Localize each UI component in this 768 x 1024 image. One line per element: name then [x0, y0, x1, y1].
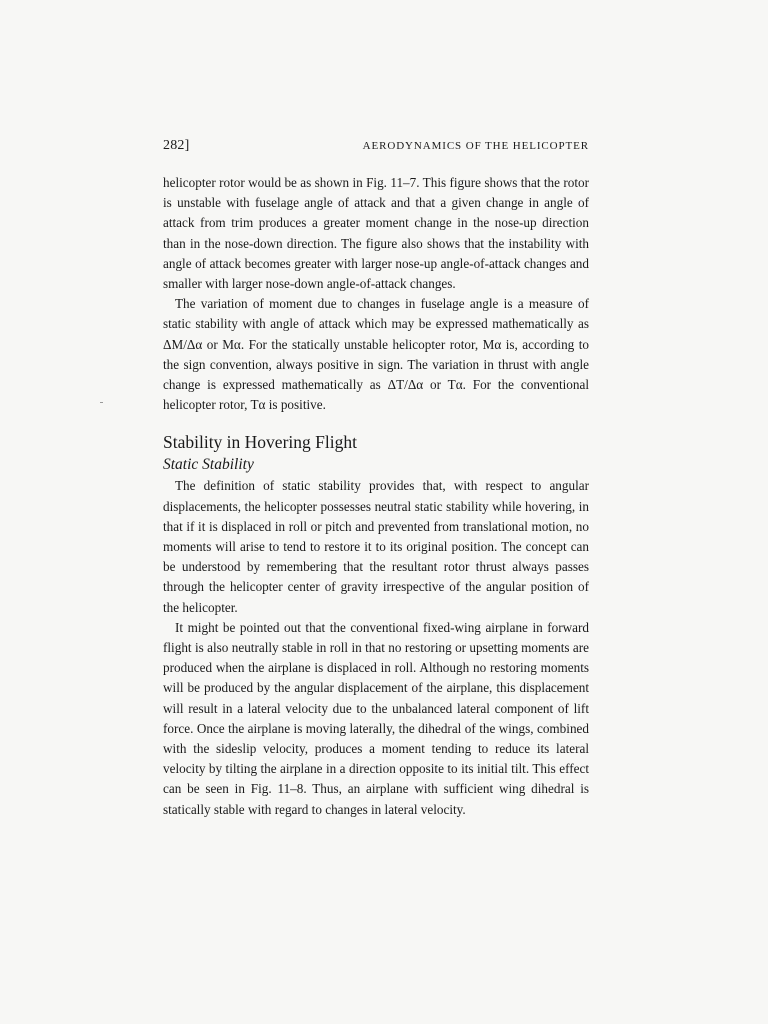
page-header — [163, 138, 589, 164]
subsection-heading: Static Stability — [163, 456, 254, 474]
running-head: AERODYNAMICS OF THE HELICOPTER — [362, 140, 589, 152]
paragraph: The definition of static stability provides that, with respect to angular displacements, the helicopter possesses neutral static stability while hovering, in that if it is displaced in roll or pitch and prevented from translational motion, no moments will arise to tend to restore it to its original position. The concept can be understood by remembering that the resultant rotor thrust always passes through the helicopter center of gravity irrespective of the angular position of the helicopter. — [163, 478, 589, 615]
page-number: 282] — [163, 138, 190, 153]
paragraph: helicopter rotor would be as shown in Fig. 11–7. This figure shows that the rotor is unstable with fuselage angle of attack and that a given change in angle of attack from trim produces a greater moment change in the nose-up direction than in the nose-down direction. The figure also shows that the instability with angle of attack becomes greater with larger nose-up angle-of-attack changes and smaller with larger nose-down angle-of-attack changes. — [163, 175, 589, 292]
section-heading: Stability in Hovering Flight — [163, 432, 357, 453]
paragraph: It might be pointed out that the conventional fixed-wing airplane in forward flight is also neutrally stable in roll in that no restoring or upsetting moments are produced when the airplane is displaced in roll. Although no restoring moments will be produced by the angular displacement of the airplane, this displacement will result in a lateral velocity due to the unbalanced lateral component of lift force. Once the airplane is moving laterally, the dihedral of the wings, combined with the sideslip velocity, produces a moment tending to reduce its lateral velocity by tilting the airplane in a direction opposite to its initial tilt. This effect can be seen in Fig. 11–8. Thus, an airplane with sufficient wing dihedral is statically stable with regard to changes in lateral velocity. — [163, 619, 589, 817]
scan-mark — [100, 402, 103, 403]
paragraph: The variation of moment due to changes in fuselage angle is a measure of static stability with angle of attack which may be expressed mathematically as ΔM/Δα or Mα. For the statically unstable helicopter rotor, Mα is, according to the sign convention, always positive in sign. The variation in thrust with angle change is expressed mathematically as ΔT/Δα or Tα. For the conventional helicopter rotor, Tα is positive. — [163, 296, 589, 413]
document-page — [163, 138, 589, 820]
body-text — [163, 173, 589, 820]
